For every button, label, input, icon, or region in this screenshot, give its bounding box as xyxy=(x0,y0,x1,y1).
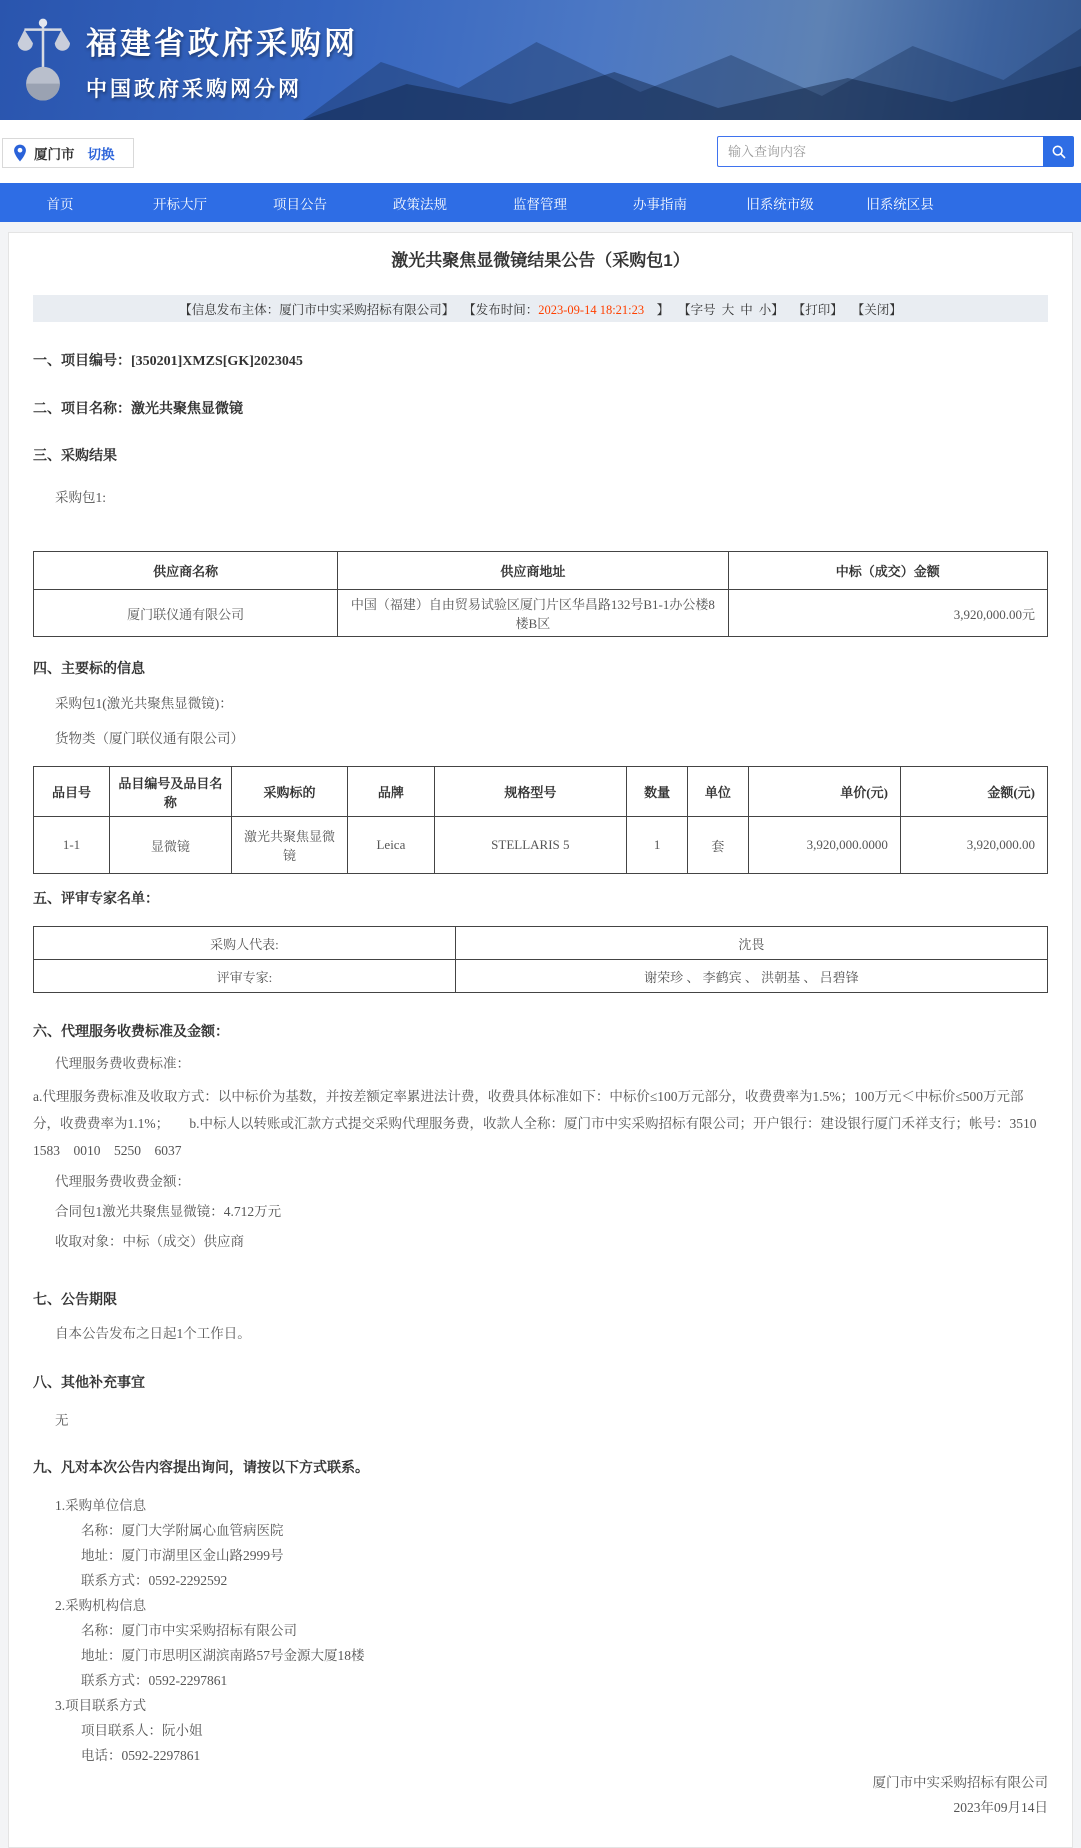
search-icon xyxy=(1051,144,1067,160)
col-procurement-subject: 采购标的 xyxy=(231,767,348,817)
items-table-header-row xyxy=(34,767,1048,817)
contact-line: 项目联系人：阮小姐 xyxy=(81,1723,203,1738)
font-size-large-button[interactable]: 大 xyxy=(721,302,735,317)
contact-line: 名称：厦门大学附属心血管病医院 xyxy=(81,1523,284,1538)
search-button[interactable] xyxy=(1043,136,1074,167)
page-title: 激光共聚焦显微镜结果公告（采购包1） xyxy=(391,251,690,270)
section-project-number: 一、项目编号：[350201]XMZS[GK]2023045 xyxy=(33,354,303,369)
buyer-rep-label-cell: 采购人代表: xyxy=(34,927,456,960)
search-input[interactable] xyxy=(717,136,1043,167)
location-selector[interactable] xyxy=(2,138,134,168)
toolbar xyxy=(0,120,1081,183)
publisher-label: 【信息发布主体：厦门市中实采购招标有限公司】 xyxy=(179,302,455,317)
scales-logo-icon xyxy=(14,14,72,106)
print-button[interactable]: 【打印】 xyxy=(792,302,843,317)
contact-line: 联系方式：0592-2297861 xyxy=(81,1673,228,1688)
quantity-cell: 1 xyxy=(627,817,688,874)
nav-item-service-guide[interactable]: 办事指南 xyxy=(633,196,687,212)
agency-fee-standard-detail: a.代理服务费标准及收取方式：以中标价为基数，并按差额定率累进法计费，收费具体标准如下：中标价≤100万元部分，收费费率为1.5%；100万元＜中标价≤500万元部分，收费费率为1.1%； b.中标人以转账或汇款方式提交采购代理服务费，收款人全称：厦门市中实采购招标有限公司；开户银行：建设银行厦门禾祥支行；帐号：3510 1583 0010 5250 6037 xyxy=(33,1089,1050,1158)
agency-fee-payer: 收取对象：中标（成交）供应商 xyxy=(55,1234,244,1249)
item-no-cell: 1-1 xyxy=(34,817,110,874)
font-size-small-button[interactable]: 小】 xyxy=(758,302,784,317)
meta-bar xyxy=(33,295,1048,322)
nav-item-supervision[interactable]: 监督管理 xyxy=(513,196,567,212)
contact-block-title: 1.采购单位信息 xyxy=(55,1498,147,1513)
experts-label-cell: 评审专家: xyxy=(34,960,456,993)
section-expert-list: 五、评审专家名单： xyxy=(33,892,159,907)
current-city: 厦门市 xyxy=(34,147,75,162)
nav-item-policies[interactable]: 政策法规 xyxy=(393,196,447,212)
footer-company: 厦门市中实采购招标有限公司 xyxy=(872,1775,1048,1790)
unit-price-cell: 3,920,000.0000 xyxy=(748,817,900,874)
supplier-address-cell: 中国（福建）自由贸易试验区厦门片区华昌路132号B1-1办公楼8楼B区 xyxy=(338,590,728,637)
section-contact-info: 九、凡对本次公告内容提出询问，请按以下方式联系。 xyxy=(33,1461,369,1476)
unit-cell: 套 xyxy=(688,817,749,874)
section-agency-fee: 六、代理服务收费标准及金额： xyxy=(33,1025,229,1040)
supplier-name-cell: 厦门联仪通有限公司 xyxy=(34,590,338,637)
col-unit: 单位 xyxy=(688,767,749,817)
location-pin-icon xyxy=(13,144,27,162)
section-project-name: 二、项目名称：激光共聚焦显微镜 xyxy=(33,402,243,417)
experts-value-cell: 谢荣珍 、 李鹤宾 、 洪朝基 、 吕碧锋 xyxy=(455,960,1047,993)
agency-fee-amount-value: 合同包1激光共聚焦显微镜：4.712万元 xyxy=(55,1204,282,1219)
col-brand: 品牌 xyxy=(348,767,434,817)
col-supplier-address: 供应商地址 xyxy=(338,552,728,590)
contact-block-title: 2.采购机构信息 xyxy=(55,1598,147,1613)
items-table xyxy=(33,766,1048,874)
item-code-name-cell: 显微镜 xyxy=(110,817,232,874)
site-subtitle: 中国政府采购网分网 xyxy=(86,77,302,101)
package-line: 采购包1(激光共聚焦显微镜)： xyxy=(55,696,233,711)
announcement-panel xyxy=(8,232,1073,1848)
buyer-rep-value-cell: 沈畏 xyxy=(455,927,1047,960)
other-matters-body: 无 xyxy=(55,1413,69,1428)
experts-table-row xyxy=(34,960,1048,993)
font-size-medium-button[interactable]: 中 xyxy=(740,302,753,317)
col-quantity: 数量 xyxy=(627,767,688,817)
nav-item-bid-hall[interactable]: 开标大厅 xyxy=(153,196,207,212)
result-table xyxy=(33,551,1048,637)
col-award-amount: 中标（成交）金额 xyxy=(728,552,1047,590)
col-item-no: 品目号 xyxy=(34,767,110,817)
procurement-subject-cell: 激光共聚焦显微镜 xyxy=(231,817,348,874)
announcement-period-body: 自本公告发布之日起1个工作日。 xyxy=(55,1326,251,1341)
site-title: 福建省政府采购网 xyxy=(86,25,358,61)
col-supplier-name: 供应商名称 xyxy=(34,552,338,590)
publish-time: 【发布时间：2023-09-14 18:21:23 】 xyxy=(463,302,670,317)
agency-fee-amount-label: 代理服务费收费金额： xyxy=(55,1174,190,1189)
result-table-row xyxy=(34,590,1048,637)
contact-line: 地址：厦门市湖里区金山路2999号 xyxy=(81,1548,284,1563)
experts-table xyxy=(33,926,1048,993)
award-amount-cell: 3,920,000.00元 xyxy=(728,590,1047,637)
agency-fee-standard-label: 代理服务费收费标准： xyxy=(55,1056,190,1071)
switch-city-link[interactable]: 切换 xyxy=(87,147,115,162)
nav-item-old-system-district[interactable]: 旧系统区县 xyxy=(866,196,934,212)
section-other-matters: 八、其他补充事宜 xyxy=(33,1376,145,1391)
search-bar xyxy=(717,136,1074,167)
section-procurement-result: 三、采购结果 xyxy=(33,449,117,464)
project-number-value: [350201]XMZS[GK]2023045 xyxy=(131,354,303,369)
col-spec-model: 规格型号 xyxy=(434,767,627,817)
col-item-code-name: 品目编号及品目名称 xyxy=(110,767,232,817)
contact-line: 地址：厦门市思明区湖滨南路57号金源大厦18楼 xyxy=(81,1648,365,1663)
category-line: 货物类（厦门联仪通有限公司） xyxy=(55,731,244,746)
col-amount: 金额(元) xyxy=(900,767,1047,817)
nav-item-project-announcements[interactable]: 项目公告 xyxy=(273,196,327,212)
spec-model-cell: STELLARIS 5 xyxy=(434,817,627,874)
contact-block-project-contact xyxy=(33,1696,1048,1765)
contact-block-title: 3.项目联系方式 xyxy=(55,1698,147,1713)
font-size-control: 【字号 大 中 小】 xyxy=(678,302,784,317)
contact-line: 名称：厦门市中实采购招标有限公司 xyxy=(81,1623,297,1638)
items-table-row xyxy=(34,817,1048,874)
col-unit-price: 单价(元) xyxy=(748,767,900,817)
result-table-header-row xyxy=(34,552,1048,590)
amount-cell: 3,920,000.00 xyxy=(900,817,1047,874)
section-announcement-period: 七、公告期限 xyxy=(33,1293,117,1308)
section-main-subject-info: 四、主要标的信息 xyxy=(33,662,145,677)
package-label: 采购包1: xyxy=(55,490,107,505)
nav-item-old-system-city[interactable]: 旧系统市级 xyxy=(746,196,814,212)
main-nav xyxy=(0,183,1081,222)
close-button[interactable]: 【关闭】 xyxy=(851,302,902,317)
footer-date: 2023年09月14日 xyxy=(953,1800,1048,1815)
publish-time-value: 2023-09-14 18:21:23 xyxy=(538,302,645,317)
contact-line: 电话：0592-2297861 xyxy=(81,1748,201,1763)
contact-line: 联系方式：0592-2292592 xyxy=(81,1573,228,1588)
contact-block-purchasing-unit xyxy=(33,1496,1048,1590)
brand-cell: Leica xyxy=(348,817,434,874)
contact-block-procurement-agency xyxy=(33,1596,1048,1690)
experts-table-row xyxy=(34,927,1048,960)
mountain-background xyxy=(303,0,1081,120)
nav-item-home[interactable]: 首页 xyxy=(46,196,74,212)
site-banner xyxy=(0,0,1081,120)
